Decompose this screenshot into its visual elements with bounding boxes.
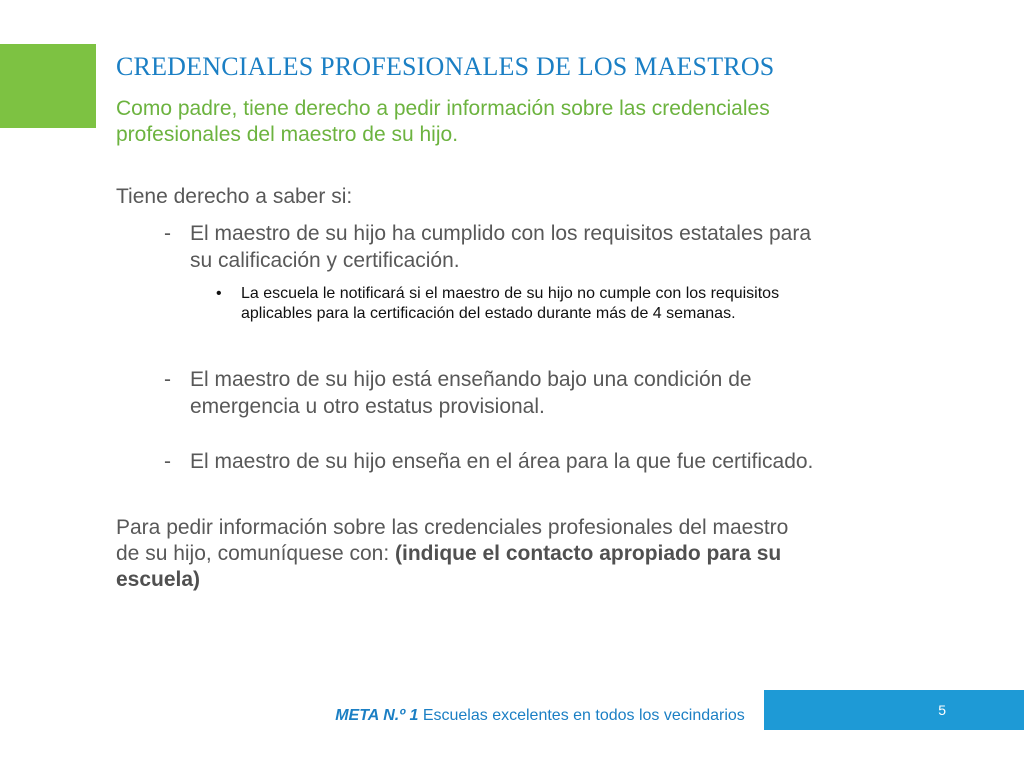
bullet-icon: • <box>216 285 222 302</box>
closing-paragraph <box>116 515 796 593</box>
dash-marker: - <box>164 222 171 245</box>
goal-text: Escuelas excelentes en todos los vecindarios <box>418 707 745 724</box>
dash-marker: - <box>164 450 171 473</box>
list-item <box>116 366 816 420</box>
list-item <box>116 220 816 274</box>
dash-marker: - <box>164 368 171 391</box>
sub-bullet-text: La escuela le notificará si el maestro de su hijo no cumple con los requisitos aplicables para la certificación del estado durante más de 4 semanas. <box>241 285 780 322</box>
goal-label: META N.º 1 <box>335 707 419 724</box>
list-item-text: El maestro de su hijo ha cumplido con los requisitos estatales para su calificación y certificación. <box>190 222 811 272</box>
accent-bar <box>0 44 96 128</box>
closing-bold-text: (indique el contacto apropiado para su escuela) <box>116 542 782 591</box>
lead-text: Tiene derecho a saber si: <box>116 185 353 208</box>
page-number: 5 <box>938 702 946 718</box>
slide-content <box>116 184 816 593</box>
slide-subtitle: Como padre, tiene derecho a pedir información sobre las credenciales profesionales del maestro de su hijo. <box>116 97 770 146</box>
footer-caption <box>316 704 764 727</box>
sub-bullet-item <box>116 284 816 324</box>
slide-title: CREDENCIALES PROFESIONALES DE LOS MAESTROS <box>116 52 775 81</box>
page-number-box <box>764 690 1024 730</box>
list-item-text: El maestro de su hijo está enseñando bajo una condición de emergencia u otro estatus provisional. <box>190 368 752 418</box>
list-item-text: El maestro de su hijo enseña en el área para la que fue certificado. <box>190 450 814 473</box>
list-item <box>116 448 816 475</box>
closing-text: Para pedir información sobre las credenciales profesionales del maestro de su hijo, comuníquese con: <box>116 516 789 565</box>
